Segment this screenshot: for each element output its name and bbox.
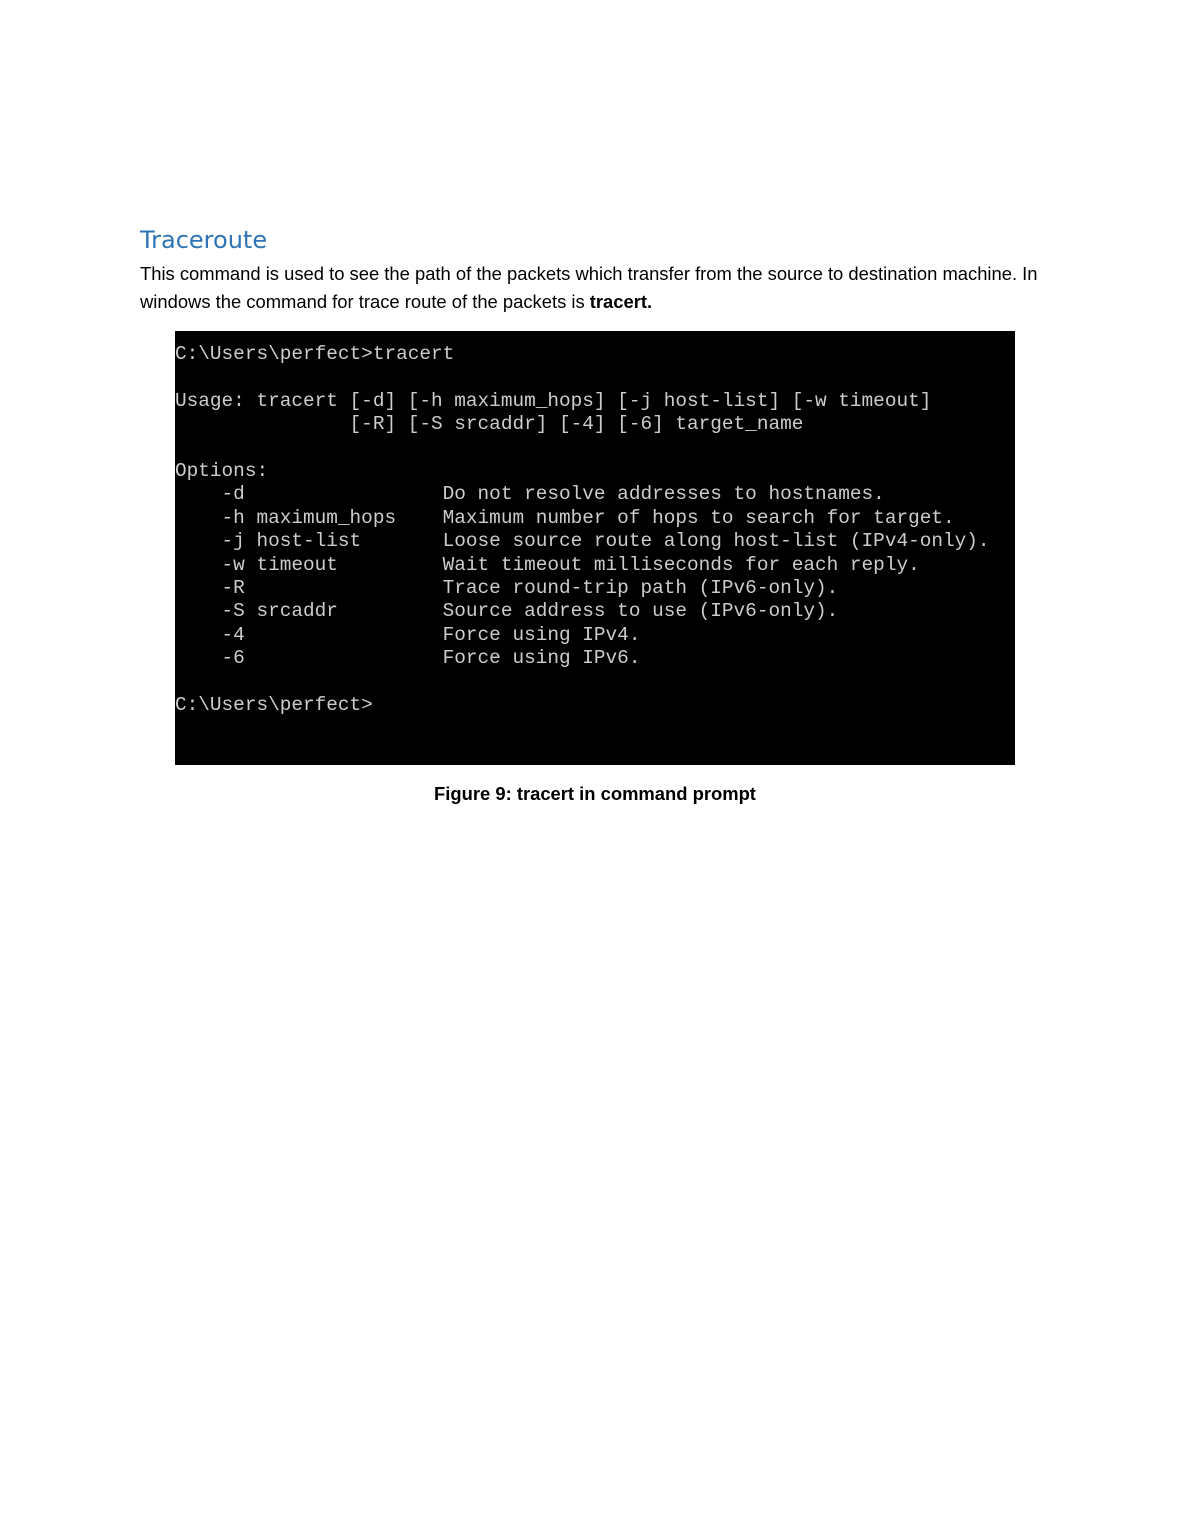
terminal-line: -j host-list Loose source route along host-list (IPv4-only). bbox=[175, 530, 990, 553]
terminal-line bbox=[175, 671, 1015, 694]
terminal-output bbox=[175, 343, 1015, 718]
paragraph-bold-command: tracert. bbox=[589, 291, 653, 312]
paragraph-text: This command is used to see the path of the packets which transfer from the source to destination machine. In windows the command for trace route of the packets is bbox=[140, 263, 1038, 312]
terminal-line: Options: bbox=[175, 460, 269, 483]
terminal-line: Usage: tracert [-d] [-h maximum_hops] [-j host-list] [-w timeout] bbox=[175, 389, 932, 412]
figure-caption: Figure 9: tracert in command prompt bbox=[434, 783, 756, 804]
section-heading: Traceroute bbox=[140, 226, 268, 254]
terminal-line: -h maximum_hops Maximum number of hops to search for target. bbox=[175, 506, 955, 529]
terminal-line: -d Do not resolve addresses to hostnames. bbox=[175, 483, 885, 506]
command-prompt-screenshot bbox=[175, 331, 1015, 765]
body-paragraph bbox=[140, 260, 1040, 316]
terminal-line: -R Trace round-trip path (IPv6-only). bbox=[175, 577, 839, 600]
terminal-line: [-R] [-S srcaddr] [-4] [-6] target_name bbox=[175, 413, 804, 436]
terminal-line: C:\Users\perfect> bbox=[175, 694, 373, 717]
terminal-line: C:\Users\perfect>tracert bbox=[175, 343, 455, 365]
terminal-line: -w timeout Wait timeout milliseconds for each reply. bbox=[175, 553, 920, 576]
terminal-line: -S srcaddr Source address to use (IPv6-only). bbox=[175, 600, 839, 623]
terminal-line: -4 Force using IPv4. bbox=[175, 623, 641, 646]
terminal-line bbox=[175, 366, 1015, 389]
terminal-line bbox=[175, 437, 1015, 460]
terminal-line: -6 Force using IPv6. bbox=[175, 647, 641, 670]
